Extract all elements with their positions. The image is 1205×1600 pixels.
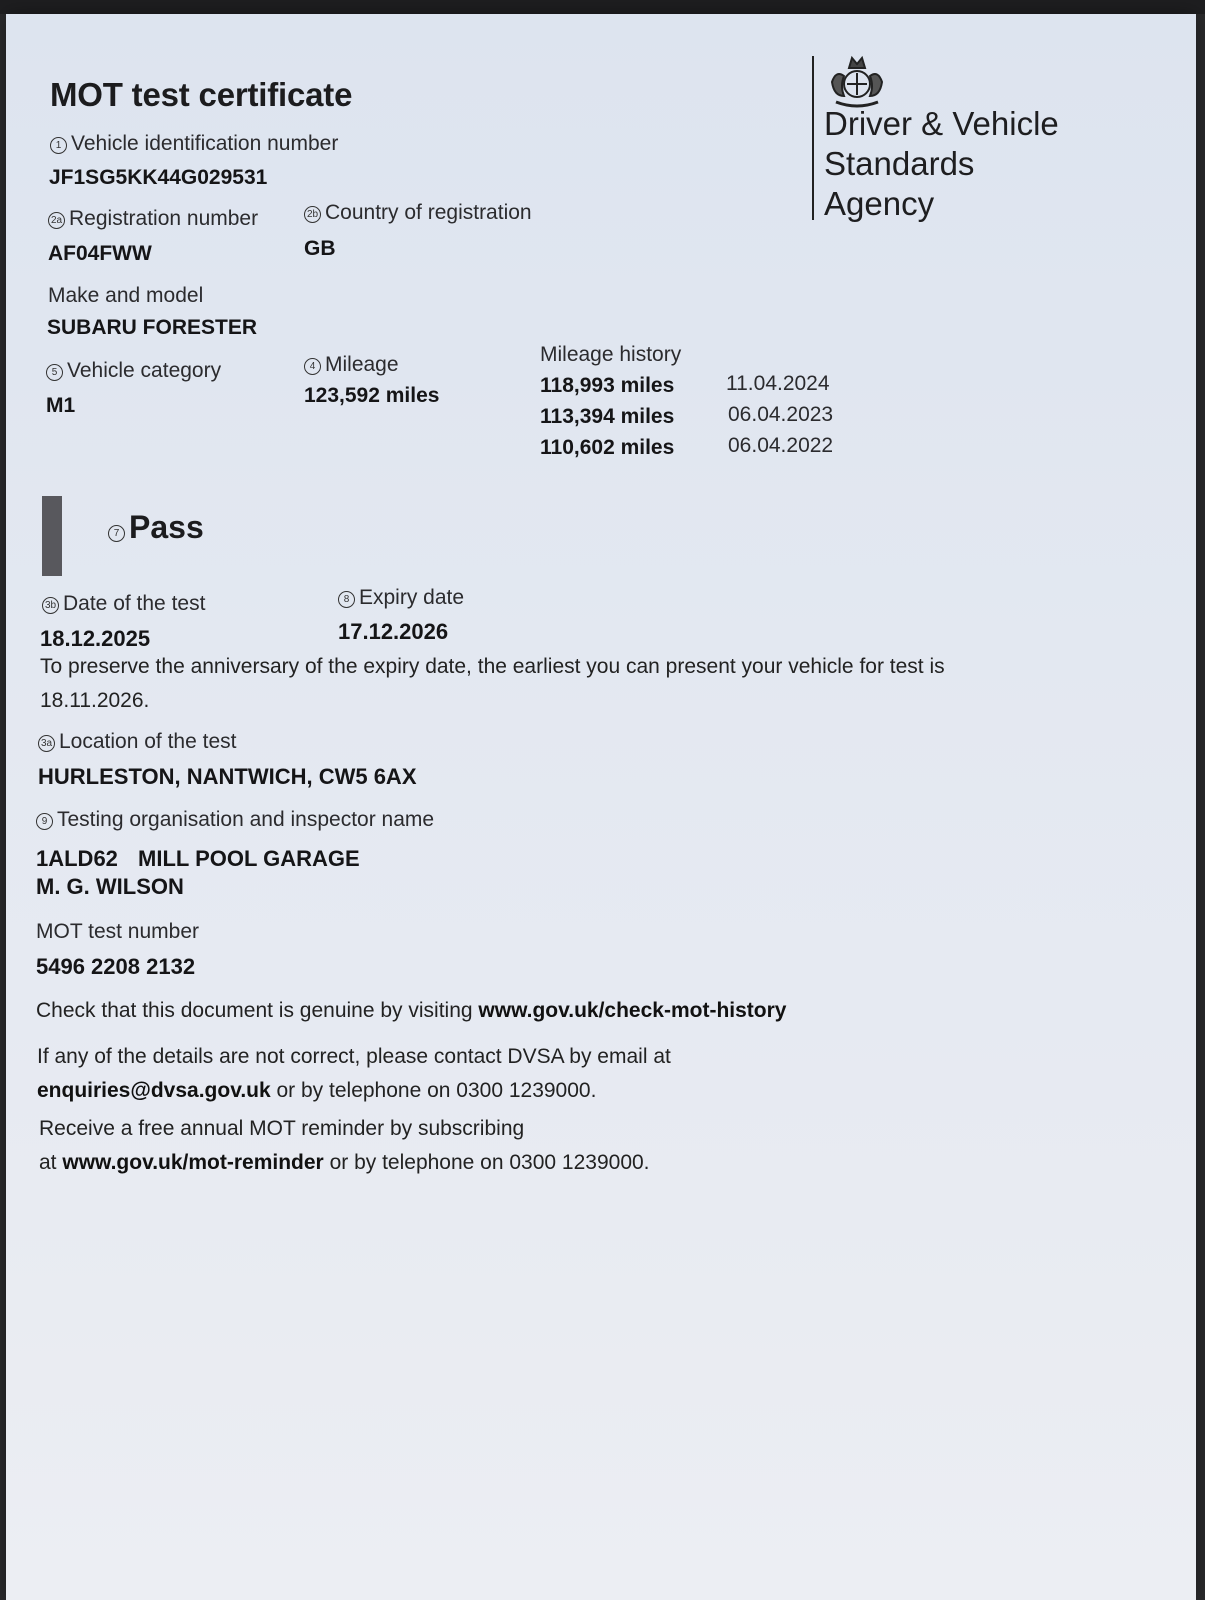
certificate-page bbox=[6, 14, 1196, 1600]
history-miles: 118,993 miles bbox=[540, 374, 675, 397]
location-label-text: Location of the test bbox=[59, 730, 237, 753]
reminder-info bbox=[39, 1112, 650, 1180]
tester-label-text: Testing organisation and inspector name bbox=[57, 808, 435, 831]
anniversary-note-line1: To preserve the anniversary of the expiry date, the earliest you can present your vehicle for test is bbox=[40, 655, 945, 678]
contact-phone-text: or by telephone on 0300 1239000. bbox=[270, 1079, 597, 1102]
test-number-value: 5496 2208 2132 bbox=[36, 954, 196, 979]
expiry-label-text: Expiry date bbox=[359, 586, 465, 609]
vin-label-text: Vehicle identification number bbox=[71, 132, 339, 155]
brand-divider bbox=[812, 56, 814, 220]
dvsa-email-link[interactable]: enquiries@dvsa.gov.uk bbox=[37, 1079, 271, 1102]
mileage-history-row bbox=[540, 374, 880, 405]
vin-label bbox=[50, 132, 338, 156]
agency-name bbox=[824, 104, 1059, 224]
history-miles: 110,602 miles bbox=[540, 436, 675, 459]
check-mot-history-link[interactable]: www.gov.uk/check-mot-history bbox=[478, 999, 787, 1022]
reminder-line1: Receive a free annual MOT reminder by subscribing bbox=[39, 1117, 525, 1140]
field-number-badge: 2a bbox=[48, 212, 65, 229]
reminder-phone-text: or by telephone on 0300 1239000. bbox=[323, 1151, 650, 1174]
test-date-label-text: Date of the test bbox=[63, 592, 206, 615]
mileage-history-label: Mileage history bbox=[540, 343, 682, 366]
mileage-label bbox=[304, 353, 399, 377]
category-label-text: Vehicle category bbox=[67, 359, 222, 382]
field-number-badge: 2b bbox=[304, 206, 321, 223]
contact-line1: If any of the details are not correct, please contact DVSA by email at bbox=[37, 1045, 671, 1068]
vin-value: JF1SG5KK44G029531 bbox=[49, 166, 268, 189]
anniversary-note bbox=[40, 650, 1160, 718]
mileage-label-text: Mileage bbox=[325, 353, 399, 376]
document-title: MOT test certificate bbox=[50, 76, 353, 113]
make-model-value: SUBARU FORESTER bbox=[47, 316, 258, 339]
test-number-label: MOT test number bbox=[36, 920, 199, 943]
reminder-prefix: at bbox=[39, 1151, 63, 1174]
history-date: 06.04.2023 bbox=[728, 403, 834, 426]
country-label bbox=[304, 201, 532, 225]
background-surface bbox=[0, 0, 1205, 14]
garage-name: MILL POOL GARAGE bbox=[138, 846, 360, 871]
field-number-badge: 1 bbox=[50, 137, 67, 154]
site-code: 1ALD62 bbox=[36, 846, 118, 871]
mileage-history-row bbox=[540, 436, 880, 467]
agency-name-line1: Driver & Vehicle bbox=[824, 105, 1059, 142]
registration-label-text: Registration number bbox=[69, 207, 259, 230]
mileage-history-row bbox=[540, 405, 880, 436]
registration-value: AF04FWW bbox=[48, 242, 152, 265]
anniversary-note-line2: 18.11.2026. bbox=[40, 689, 150, 712]
history-date: 06.04.2022 bbox=[728, 434, 834, 457]
mileage-value: 123,592 miles bbox=[304, 384, 440, 407]
genuine-check bbox=[36, 994, 786, 1028]
royal-crest-icon bbox=[822, 52, 892, 112]
make-model-label: Make and model bbox=[48, 284, 204, 307]
category-label bbox=[46, 359, 221, 383]
test-result bbox=[108, 509, 204, 546]
agency-name-line2: Standards bbox=[824, 145, 975, 182]
location-value: HURLESTON, NANTWICH, CW5 6AX bbox=[38, 764, 417, 789]
agency-name-line3: Agency bbox=[824, 185, 935, 222]
history-miles: 113,394 miles bbox=[540, 405, 675, 428]
history-date: 11.04.2024 bbox=[726, 372, 830, 395]
registration-label bbox=[48, 207, 258, 231]
inspector-name: M. G. WILSON bbox=[36, 874, 184, 899]
expiry-label bbox=[338, 586, 464, 610]
test-date-label bbox=[42, 592, 205, 616]
result-indicator-bar bbox=[42, 496, 62, 576]
field-number-badge: 5 bbox=[46, 364, 63, 381]
test-result-text: Pass bbox=[129, 509, 204, 545]
field-number-badge: 3b bbox=[42, 597, 59, 614]
country-value: GB bbox=[304, 237, 336, 260]
location-label bbox=[38, 730, 236, 754]
field-number-badge: 4 bbox=[304, 358, 321, 375]
field-number-badge: 8 bbox=[338, 591, 355, 608]
contact-info bbox=[37, 1040, 671, 1108]
mileage-history-list bbox=[540, 374, 880, 467]
field-number-badge: 7 bbox=[108, 525, 125, 542]
field-number-badge: 9 bbox=[36, 813, 53, 830]
field-number-badge: 3a bbox=[38, 735, 55, 752]
country-label-text: Country of registration bbox=[325, 201, 532, 224]
test-date-value: 18.12.2025 bbox=[40, 626, 151, 651]
genuine-text: Check that this document is genuine by visiting bbox=[36, 999, 479, 1022]
category-value: M1 bbox=[46, 394, 76, 417]
expiry-value: 17.12.2026 bbox=[338, 619, 449, 644]
tester-organisation bbox=[36, 846, 360, 872]
tester-label bbox=[36, 808, 434, 832]
mot-reminder-link[interactable]: www.gov.uk/mot-reminder bbox=[62, 1151, 324, 1174]
